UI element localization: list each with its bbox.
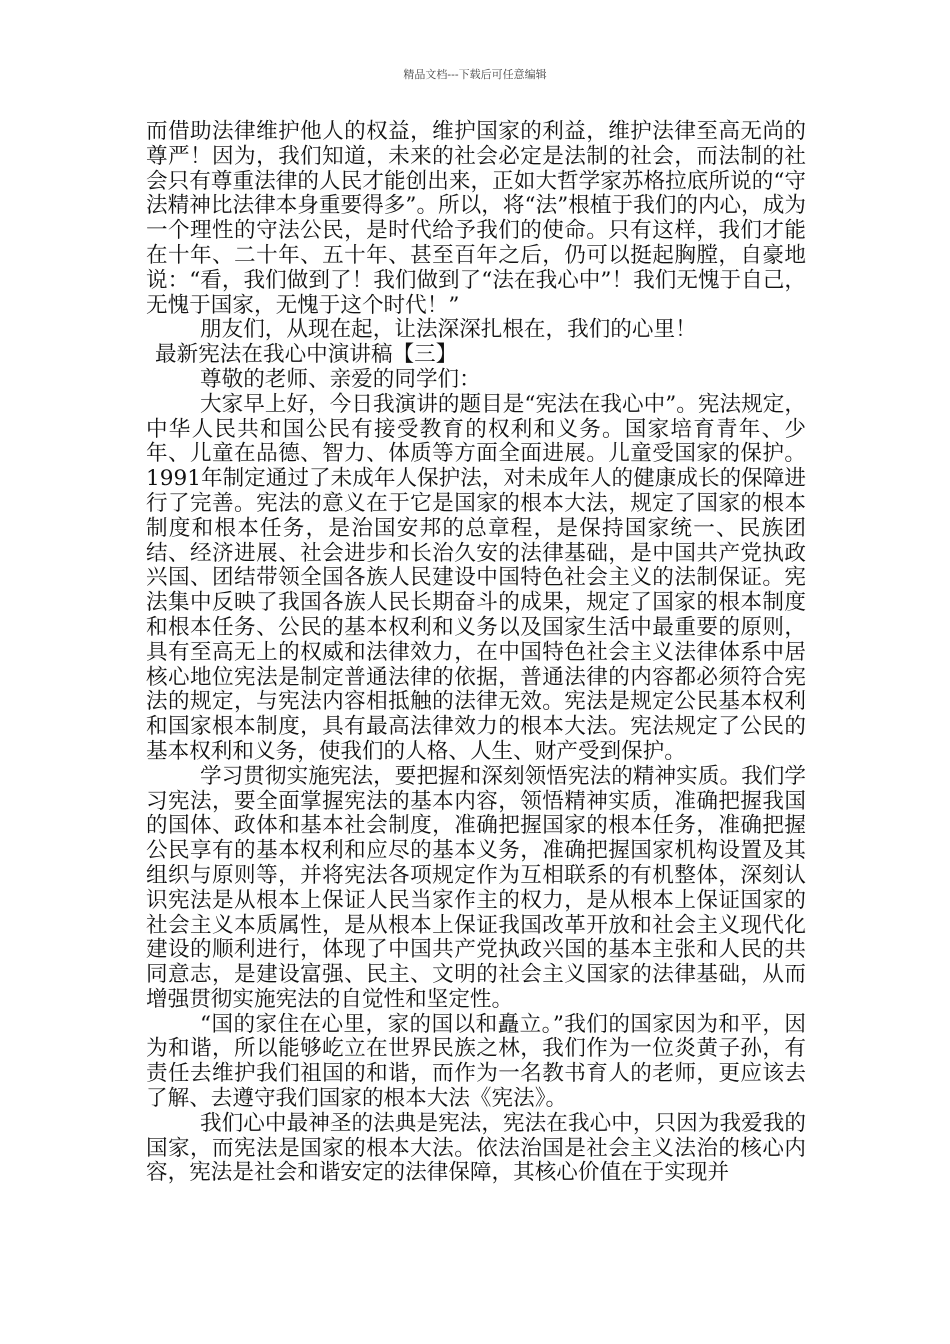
document-body (146, 120, 806, 1186)
paragraph: 我们心中最神圣的法典是宪法，宪法在我心中，只因为我爱我的国家，而宪法是国家的根本大法。依法治国是社会主义法治的核心内容，宪法是社会和谐安定的法律保障，其核心价值在于实现并 (146, 1110, 806, 1186)
page-header: 精品文档---下载后可任意编辑 (403, 68, 547, 81)
salutation: 尊敬的老师、亲爱的同学们： (200, 366, 481, 392)
paragraph-closing-remark: 朋友们，从现在起，让法深深扎根在，我们的心里！ (200, 317, 697, 343)
paragraph: “国的家住在心里，家的国以和矗立。”我们的国家因为和平，因为和谐，所以能够屹立在世界民族之林，我们作为一位炎黄子孙，有责任去维护我们祖国的和谐，而作为一名教书育人的老师，更应该去了解、去遵守我们国家的根本大法《宪法》。 (146, 1011, 806, 1112)
section-heading: 最新宪法在我心中演讲稿【三】 (155, 342, 458, 368)
paragraph: 大家早上好，今日我演讲的题目是“宪法在我心中”。宪法规定，中华人民共和国公民有接受教育的权利和义务。国家培育青年、少年、儿童在品德、智力、体质等方面全面进展。儿童受国家的保护。1991年制定通过了未成年人保护法，对未成年人的健康成长的保障进行了完善。宪法的意义在于它是国家的根本大法，规定了国家的根本制度和根本任务，是治国安邦的总章程，是保持国家统一、民族团结、经济进展、社会进步和长治久安的法律基础，是中国共产党执政兴国、团结带领全国各族人民建设中国特色社会主义的法制保证。宪法集中反映了我国各族人民长期奋斗的成果，规定了国家的根本制度和根本任务、公民的基本权利和义务以及国家生活中最重要的原则，具有至高无上的权威和法律效力，在中国特色社会主义法律体系中居核心地位宪法是制定普通法律的依据，普通法律的内容都必须符合宪法的规定，与宪法内容相抵触的法律无效。宪法是规定公民基本权利和国家根本制度，具有最高法律效力的根本大法。宪法规定了公民的基本权利和义务，使我们的人格、人生、财产受到保护。 (146, 391, 806, 764)
paragraph: 学习贯彻实施宪法，要把握和深刻领悟宪法的精神实质。我们学习宪法，要全面掌握宪法的基本内容，领悟精神实质，准确把握我国的国体、政体和基本社会制度，准确把握国家的根本任务，准确把握公民享有的基本权利和应尽的基本义务，准确把握国家机构设置及其组织与原则等，并将宪法各项规定作为互相联系的有机整体，深刻认识宪法是从根本上保证人民当家作主的权力，是从根本上保证国家的社会主义本质属性，是从根本上保证我国改革开放和社会主义现代化建设的顺利进行，体现了中国共产党执政兴国的基本主张和人民的共同意志，是建设富强、民主、文明的社会主义国家的法律基础，从而增强贯彻实施宪法的自觉性和坚定性。 (146, 763, 806, 1012)
paragraph-continued: 而借助法律维护他人的权益，维护国家的利益，维护法律至高无尚的尊严！因为，我们知道，未来的社会必定是法制的社会，而法制的社会只有尊重法律的人民才能创出来，正如大哲学家苏格拉底所说的“守法精神比法律本身重要得多”。所以，将“法”根植于我们的内心，成为一个理性的守法公民，是时代给予我们的使命。只有这样，我们才能在十年、二十年、五十年、甚至百年之后，仍可以挺起胸膛，自豪地说：“看，我们做到了！我们做到了“法在我心中”！我们无愧于自己，无愧于国家，无愧于这个时代！” (146, 119, 806, 318)
